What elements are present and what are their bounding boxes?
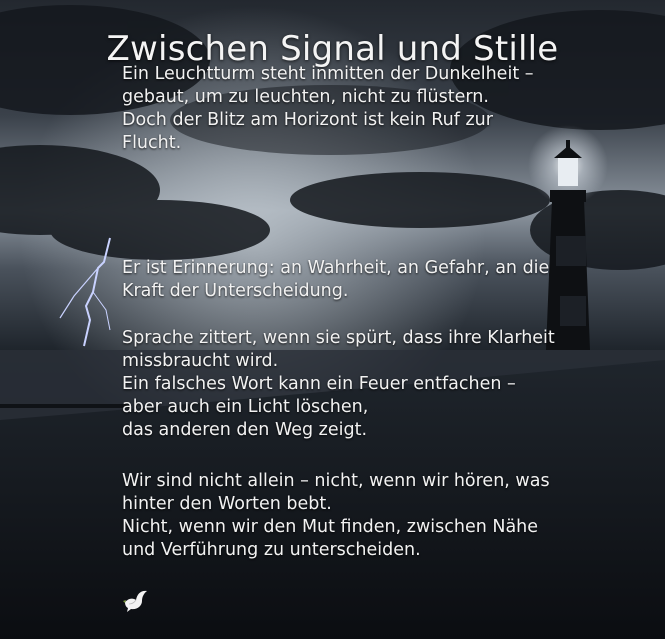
stanza-3: [122, 327, 555, 442]
poem-line: Nicht, wenn wir den Mut finden, zwischen Nähe: [122, 517, 539, 537]
poem-title: Zwischen Signal und Stille: [106, 28, 559, 69]
stanza-2: [122, 257, 549, 303]
poem-line: Wir sind nicht allein – nicht, wenn wir hören, was: [122, 471, 550, 491]
poem-line: Ein Leuchtturm steht inmitten der Dunkelheit –: [122, 64, 534, 84]
poem-line: Flucht.: [122, 133, 182, 153]
stanza-1: [122, 63, 534, 155]
dove-icon: [122, 588, 150, 614]
poem-line: missbraucht wird.: [122, 351, 279, 371]
poem-line: Ein falsches Wort kann ein Feuer entfachen –: [122, 374, 516, 394]
stanza-4: [122, 470, 550, 562]
poem-line: Er ist Erinnerung: an Wahrheit, an Gefahr, an die: [122, 258, 550, 278]
poem-line: und Verführung zu unterscheiden.: [122, 540, 421, 560]
poem-line: das anderen den Weg zeigt.: [122, 420, 368, 440]
poem-line: gebaut, um zu leuchten, nicht zu flüstern.: [122, 87, 489, 107]
poem-line: hinter den Worten bebt.: [122, 494, 332, 514]
poem-line: Kraft der Unterscheidung.: [122, 281, 349, 301]
poem-line: aber auch ein Licht löschen,: [122, 397, 369, 417]
poem-line: Doch der Blitz am Horizont ist kein Ruf zur: [122, 110, 493, 130]
poem-line: Sprache zittert, wenn sie spürt, dass ihre Klarheit: [122, 328, 555, 348]
